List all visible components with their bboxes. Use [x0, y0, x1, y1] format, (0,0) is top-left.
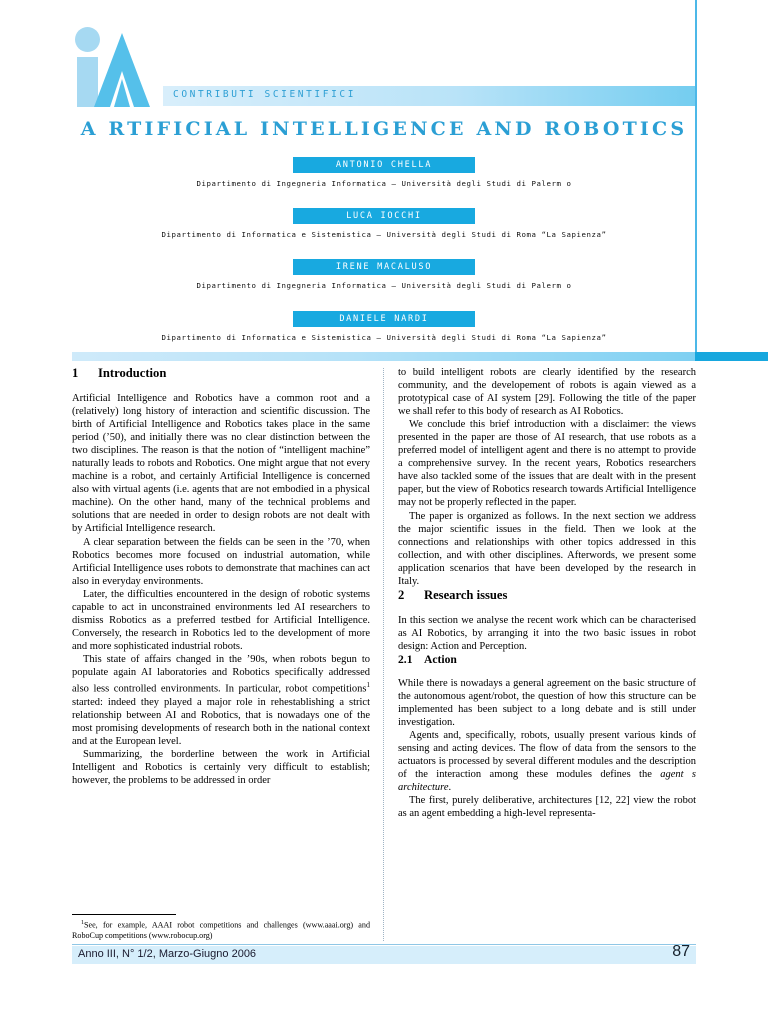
paragraph: Artificial Intelligence and Robotics have a common root and a (relatively) long history of interaction and scientific discussion. The birth of Artificial Intelligence and Robotics takes place in the same period (’50), and initially there was no clear distinction between the two disciplines. The reason is that the notion of “intelligent machine” naturally leads to robots and Robotics. One might argue that not every machine is a robot, and certainly Artificial Intelligence is concerned also with virtual agents (i.e. agents that are not embodied in a physical machine). On the other hand, many of the technical problems and solutions that are needed in order to design robots are not dealt with by Artificial Intelligence research.: [72, 393, 370, 535]
masthead-accent-block: [695, 352, 768, 361]
author-block-1: [0, 154, 768, 188]
footnote-text: See, for example, AAAI robot competitions and challenges (www.aaai.org) and RoboCup competitions (www.robocup.org): [72, 920, 370, 940]
section-title-1: Introduction: [98, 366, 167, 380]
column-divider: [383, 368, 384, 941]
masthead: [0, 0, 768, 356]
section-heading-1: [72, 366, 370, 381]
author-name-4: DANIELE NARDI: [293, 311, 475, 327]
section-title-2: Research issues: [424, 587, 508, 602]
right-column: [398, 366, 696, 941]
section-number-1: 1: [72, 366, 79, 380]
masthead-gradient-rule: [72, 352, 695, 361]
author-name-3: IRENE MACALUSO: [293, 259, 475, 275]
left-column: [72, 366, 370, 941]
paragraph: Later, the difficulties encountered in the design of robotic systems capable to act in unconstrained environments led AI researchers to dismiss Robotics as a preferred testbed for Artificial Intelligence. Conversely, the research in Robotics led to the development of more and more sophisticated industrial robots.: [72, 588, 370, 652]
author-affiliation-2: Dipartimento di Informatica e Sistemistica – Università degli Studi di Roma “La Sapienza”: [161, 230, 607, 239]
footnote: [72, 918, 370, 941]
ia-logo: [72, 27, 150, 107]
author-block-4: [0, 308, 768, 342]
paragraph: Summarizing, the borderline between the work in Artificial Intelligent and Robotics is certainly very difficult to establish; however, the problems to be addressed in order: [72, 748, 370, 786]
section-banner-label: CONTRIBUTI SCIENTIFICI: [173, 89, 357, 100]
author-affiliation-3: Dipartimento di Ingegneria Informatica – Università degli Studi di Palerm o: [196, 281, 572, 290]
section-number-2: 2: [398, 587, 405, 602]
paragraph: In this section we analyse the recent work which can be characterised as AI Robotics, by arranging it into the two basic issues in robot design: Action and Perception.: [398, 614, 696, 652]
author-affiliation-4: Dipartimento di Informatica e Sistemistica – Università degli Studi di Roma “La Sapienza”: [161, 333, 607, 342]
paragraph: The first, purely deliberative, architectures [12, 22] view the robot as an agent embedding a high-level representa-: [398, 795, 696, 820]
page-number: 87: [672, 943, 690, 960]
footnote-reference[interactable]: 1: [366, 681, 370, 690]
section-banner: [163, 86, 695, 106]
paragraph: We conclude this brief introduction with a disclaimer: the views presented in the paper are those of AI research, that use robots as a preferred model of intelligent agent and there is no attempt to provide a comprehensive survey. In the recent years, Robotics researchers have also tackled some of the issues that are dealt with in the present paper, but the view of Robotics research towards Artificial Intelligence may not be properly reflected in the paper.: [398, 419, 696, 509]
subsection-title: Action: [424, 652, 457, 666]
author-block-2: [0, 205, 768, 239]
footnote-separator: [72, 914, 176, 915]
subsection-heading-2-1: [398, 653, 696, 666]
paragraph: The paper is organized as follows. In the next section we address the major scientific issues in the field. Then we look at the connections and relationships with other topics addressed in this collection, and with other disciplines. Afterwords, we present some application scenarios that have been developed by the research in Italy.: [398, 510, 696, 587]
subsection-number: 2.1: [398, 652, 413, 666]
author-block-3: [0, 256, 768, 290]
author-name-2: LUCA IOCCHI: [293, 208, 475, 224]
footnote-area: [72, 914, 370, 941]
paragraph: to build intelligent robots are clearly identified by the research community, and the developement of robots is again viewed as a prototypical case of AI system [29]. Following the title of the paper we shall refer to this body of research as AI Robotics.: [398, 367, 696, 418]
paragraph-text-part-b: started: indeed they played a major role in rehestablishing a strict relationship between AI and Robotics, that is nowadays one of the most promising developments of research both in the national context and at the European level.: [72, 696, 370, 747]
paragraph: While there is nowadays a general agreement on the basic structure of the autonomous agent/robot, the question of how this structure can be implemented has been subject to a long debate and is still under investigation.: [398, 677, 696, 729]
author-affiliation-1: Dipartimento di Ingegneria Informatica – Università degli Studi di Palerm o: [196, 179, 572, 188]
paragraph-with-footnote-ref: [72, 653, 370, 748]
article-title: A RTIFICIAL INTELLIGENCE AND ROBOTICS: [80, 118, 688, 140]
paragraph: A clear separation between the fields can be seen in the ’70, when Robotics becomes more focused on industrial automation, while Artificial Intelligence uses robots to demonstrate that machines can act also in everyday environments.: [72, 536, 370, 587]
italic-term: agent s architecture: [398, 769, 696, 794]
paragraph-text-part-a: This state of affairs changed in the ’90s, when robots begun to populate again AI laboratories and Robotics specifically addressed also less controlled environments. In particular, robot competitions: [72, 653, 370, 695]
footer-issue-label: Anno III, N° 1/2, Marzo-Giugno 2006: [78, 948, 257, 960]
paragraph-text-part-a: Agents and, specifically, robots, usually present various kinds of sensing and acting devices. The flow of data from the sensors to the actuators is processed by several different modules and the description of the interaction among these modules defines the: [398, 730, 696, 781]
article-body: [72, 366, 696, 941]
logo-a-icon: [94, 33, 150, 107]
footnote-marker: 1: [81, 920, 84, 927]
paragraph-with-italic: [398, 729, 696, 794]
section-heading-2: [398, 588, 696, 603]
author-name-1: ANTONIO CHELLA: [293, 157, 475, 173]
paragraph-text-part-b: .: [448, 782, 452, 794]
